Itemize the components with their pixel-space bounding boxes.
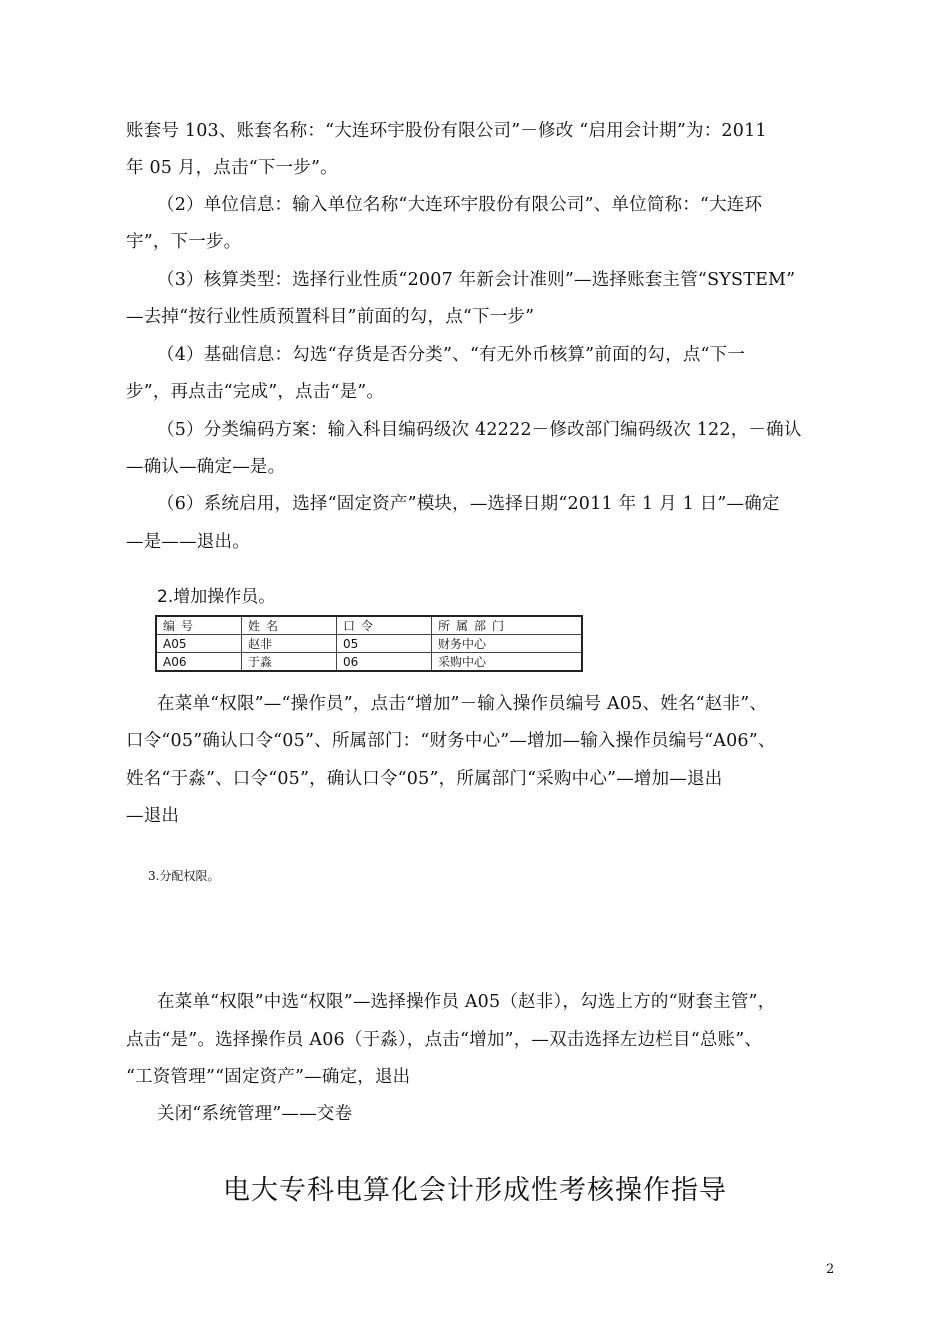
cell-name: 赵非 [242, 635, 337, 653]
cell-id: A06 [156, 653, 242, 672]
paragraph-3-line-2: —去掉“按行业性质预置科目”前面的勾，点“下一步” [126, 307, 535, 327]
header-password: 口令 [337, 616, 432, 635]
header-department: 所属部门 [432, 616, 583, 635]
page-number: 2 [826, 1262, 835, 1277]
paragraph-6-line-1: （6）系统启用，选择“固定资产”模块，—选择日期“2011 年 1 月 1 日”—确定 [157, 494, 780, 514]
table-row [156, 653, 582, 672]
paragraph-1-line-2: 年 05 月，点击“下一步”。 [126, 158, 338, 178]
table-row [156, 635, 582, 653]
paragraph-5-line-1: （5）分类编码方案：输入科目编码级次 42222－修改部门编码级次 122，－确认 [157, 420, 802, 440]
paragraph-4-line-2: 步”，再点击“完成”，点击“是”。 [126, 382, 385, 402]
section-3-line-1: 在菜单“权限”中选“权限”—选择操作员 A05（赵非），勾选上方的“财套主管”， [157, 992, 776, 1012]
section-2-line-4: —退出 [126, 806, 180, 826]
paragraph-1-line-1: 账套号 103、账套名称：“大连环宇股份有限公司”－修改 “启用会计期”为：2011 [126, 121, 767, 141]
table-header-row [156, 616, 582, 635]
cell-name: 于淼 [242, 653, 337, 672]
paragraph-2-line-1: （2）单位信息：输入单位名称“大连环宇股份有限公司”、单位简称：“大连环 [157, 195, 763, 215]
section-2-line-3: 姓名“于淼”、口令“05”，确认口令“05”，所属部门“采购中心”—增加—退出 [126, 769, 723, 789]
document-heading: 电大专科电算化会计形成性考核操作指导 [223, 1175, 727, 1206]
paragraph-3-line-1: （3）核算类型：选择行业性质“2007 年新会计准则”—选择账套主管“SYSTEM” [157, 270, 796, 290]
paragraph-5-line-2: —确认—确定—是。 [126, 457, 286, 477]
section-2-line-1: 在菜单“权限”—“操作员”，点击“增加”－输入操作员编号 A05、姓名“赵非”、 [157, 694, 768, 714]
header-id: 编号 [156, 616, 242, 635]
section-2-line-2: 口令“05”确认口令“05”、所属部门：“财务中心”—增加—输入操作员编号“A06”、 [126, 731, 776, 751]
section-3-line-2: 点击“是”。选择操作员 A06（于淼），点击“增加”，—双击选择左边栏目“总账”、 [126, 1030, 763, 1050]
paragraph-4-line-1: （4）基础信息：勾选“存货是否分类”、“有无外币核算”前面的勾，点“下一 [157, 345, 746, 365]
paragraph-2-line-2: 宇”，下一步。 [126, 232, 242, 252]
cell-department: 采购中心 [432, 653, 583, 672]
paragraph-6-line-2: —是——退出。 [126, 532, 250, 552]
section-3-line-4: 关闭“系统管理”——交卷 [157, 1104, 353, 1124]
header-name: 姓名 [242, 616, 337, 635]
cell-password: 06 [337, 653, 432, 672]
section-3-title: 3.分配权限。 [148, 869, 220, 883]
cell-id: A05 [156, 635, 242, 653]
cell-department: 财务中心 [432, 635, 583, 653]
section-3-line-3: “工资管理”“固定资产”—确定，退出 [126, 1067, 411, 1087]
section-2-title: 2.增加操作员。 [157, 587, 276, 607]
operator-table [155, 615, 583, 672]
cell-password: 05 [337, 635, 432, 653]
